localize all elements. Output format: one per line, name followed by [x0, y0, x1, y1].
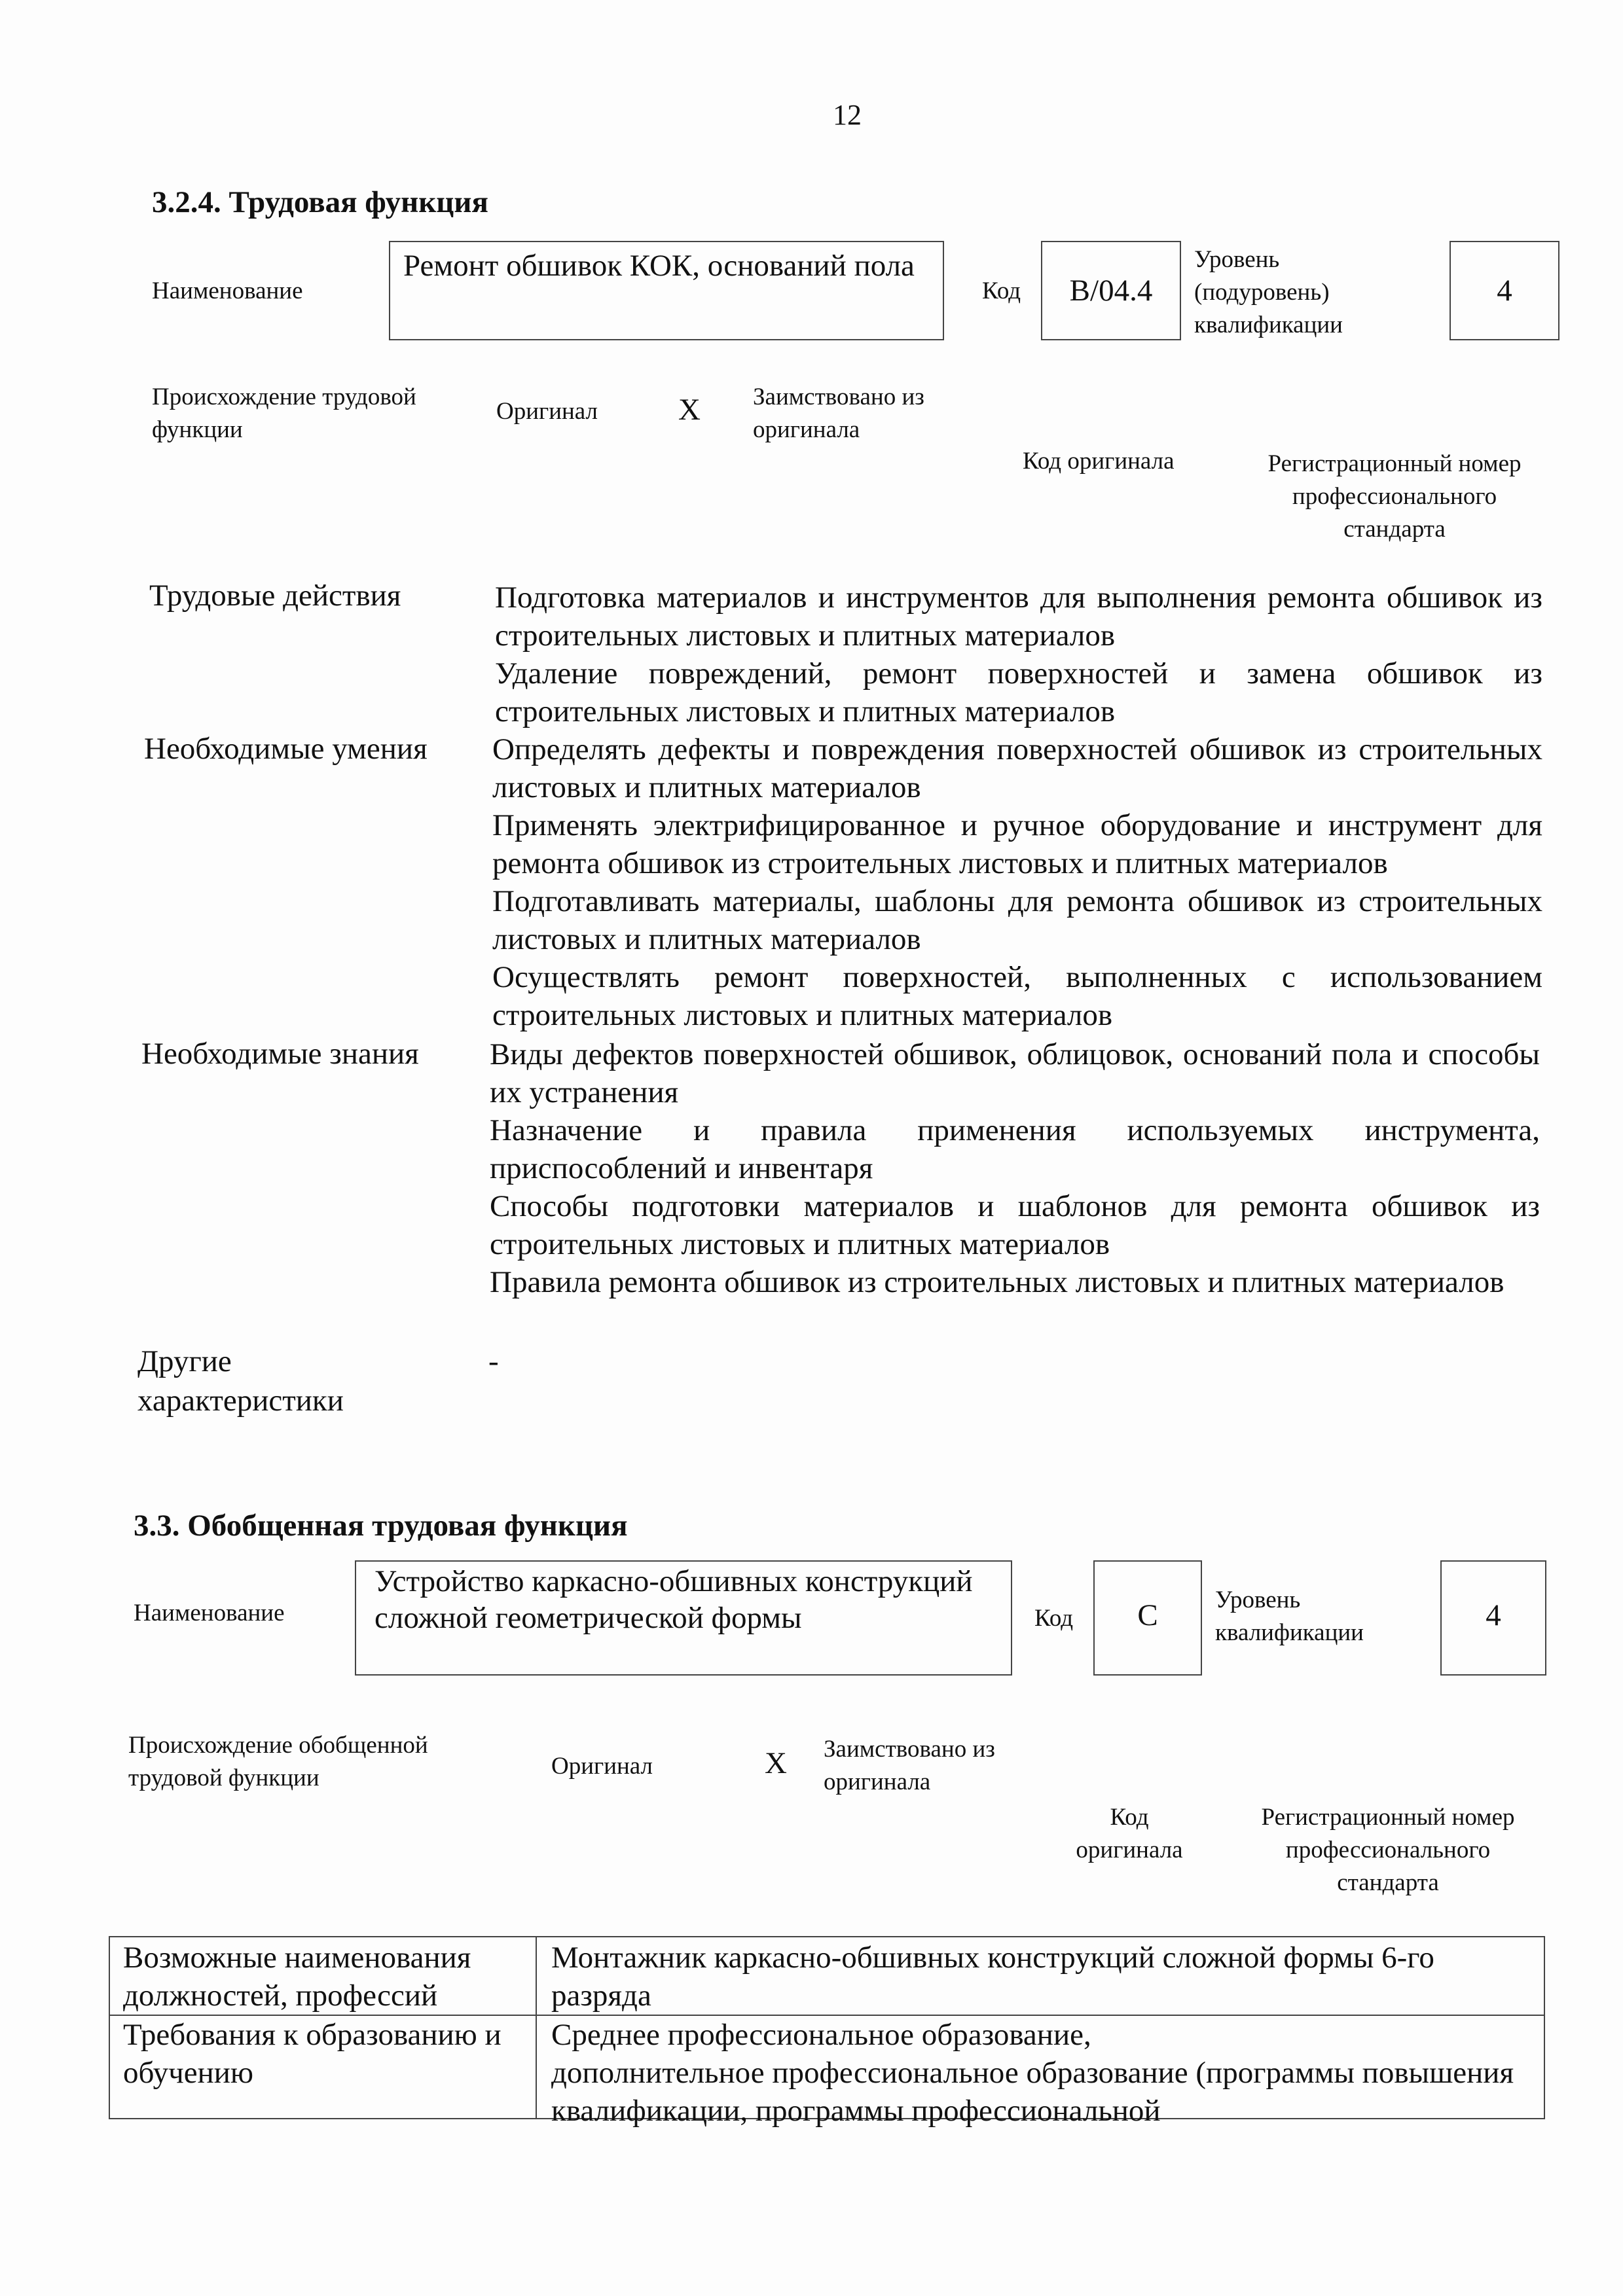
gen-origin-label-line2: трудовой функции: [128, 1765, 319, 1791]
x-mark: X: [678, 393, 701, 427]
other-value: -: [488, 1344, 499, 1378]
knowledge-item: Способы подготовки материалов и шаблонов для ремонта обшивок из строительных листовых и плитных материалов: [490, 1189, 1540, 1261]
origin-label-line2: функции: [152, 416, 243, 443]
name-value: Ремонт обшивок КОК, оснований пола: [403, 249, 915, 283]
page-number: 12: [833, 99, 862, 131]
knowledge-item: Назначение и правила применения используемых инструмента, приспособлений и инвентаря: [490, 1113, 1540, 1185]
action-item: Подготовка материалов и инструментов для выполнения ремонта обшивок из строительных листовых и плитных материалов: [495, 581, 1542, 653]
action-item: Удаление повреждений, ремонт поверхностей и замена обшивок из строительных листовых и плитных материалов: [495, 656, 1542, 728]
reg-label-line3: стандарта: [1343, 516, 1446, 543]
gen-origin-label: [128, 1729, 428, 1795]
name-box: [389, 241, 944, 340]
table-column-divider: [536, 1937, 537, 2118]
section-heading-3-2-4: 3.2.4. Трудовая функция: [152, 185, 488, 219]
table-row-1-left: Возможные наименования должностей, профессий: [123, 1941, 471, 2013]
knowledge-label: Необходимые знания: [141, 1037, 419, 1071]
gen-reg-number-label: [1231, 1801, 1545, 1899]
actions-label: Трудовые действия: [149, 579, 401, 613]
skills-list: [492, 730, 1542, 1034]
original-label: Оригинал: [496, 398, 598, 425]
gen-reg-label-line1: Регистрационный номер: [1261, 1804, 1515, 1831]
level-value: 4: [1497, 274, 1512, 308]
table-row-2-right-line1: Среднее профессиональное образование,: [551, 2018, 1091, 2052]
gen-original-label: Оригинал: [551, 1753, 653, 1780]
level-label-line1: Уровень: [1194, 246, 1280, 273]
skill-item: Применять электрифицированное и ручное оборудование и инструмент для ремонта обшивок из строительных листовых и плитных материалов: [492, 808, 1542, 880]
knowledge-list: [490, 1035, 1540, 1301]
knowledge-item: Виды дефектов поверхностей обшивок, облицовок, оснований пола и способы их устранения: [490, 1037, 1540, 1109]
gen-borrowed-label-line2: оригинала: [824, 1768, 931, 1795]
gen-code-label: Код: [1034, 1605, 1074, 1632]
origin-label: [152, 381, 416, 446]
gen-origin-label-line1: Происхождение обобщенной: [128, 1732, 428, 1759]
borrowed-label-line2: оригинала: [753, 416, 860, 443]
gen-orig-code-line1: Код: [1110, 1804, 1149, 1831]
gen-name-box: [355, 1560, 1012, 1676]
table-row-2-left: Требования к образованию и обучению: [123, 2018, 501, 2090]
gen-original-code-label: [1061, 1801, 1198, 1867]
actions-list: [495, 579, 1542, 730]
table-row-2-right: [551, 2016, 1533, 2130]
gen-level-box: [1440, 1560, 1546, 1676]
other-label: [137, 1342, 344, 1420]
gen-borrowed-label-line1: Заимствовано из: [824, 1736, 995, 1763]
gen-level-value: 4: [1486, 1598, 1501, 1632]
skills-label: Необходимые умения: [144, 732, 428, 766]
table-row-1-right: Монтажник каркасно-обшивных конструкций сложной формы 6-го разряда: [551, 1941, 1434, 2013]
gen-level-label-line2: квалификации: [1215, 1619, 1364, 1646]
level-label: [1194, 243, 1343, 342]
knowledge-item: Правила ремонта обшивок из строительных листовых и плитных материалов: [490, 1265, 1504, 1299]
gen-borrowed-label: [824, 1733, 995, 1799]
gen-orig-code-line2: оригинала: [1076, 1837, 1183, 1863]
skill-item: Подготавливать материалы, шаблоны для ремонта обшивок из строительных листовых и плитных материалов: [492, 884, 1542, 956]
origin-label-line1: Происхождение трудовой: [152, 384, 416, 410]
qualification-table: [109, 1936, 1545, 2128]
gen-level-label: [1215, 1584, 1364, 1649]
reg-number-label: [1237, 448, 1552, 546]
gen-code-box: [1093, 1560, 1202, 1676]
table-row-2-right-line2: дополнительное профессиональное образование (программы повышения квалификации, программы профессиональной: [551, 2056, 1514, 2128]
name-label: Наименование: [152, 278, 303, 304]
reg-label-line2: профессионального: [1292, 483, 1497, 510]
level-box: [1450, 241, 1559, 340]
level-label-line2: (подуровень): [1194, 279, 1330, 306]
original-code-label: Код оригинала: [1023, 448, 1175, 475]
gen-level-label-line1: Уровень: [1215, 1587, 1301, 1613]
borrowed-label-line1: Заимствовано из: [753, 384, 924, 410]
gen-name-label: Наименование: [134, 1600, 285, 1626]
gen-reg-label-line3: стандарта: [1337, 1869, 1439, 1896]
code-box: [1041, 241, 1181, 340]
other-label-line1: Другие: [137, 1344, 232, 1378]
gen-name-value: Устройство каркасно-обшивных конструкций сложной геометрической формы: [374, 1564, 973, 1635]
level-label-line3: квалификации: [1194, 312, 1343, 338]
reg-label-line1: Регистрационный номер: [1267, 450, 1522, 477]
borrowed-label: [753, 381, 924, 446]
section-heading-3-3: 3.3. Обобщенная трудовая функция: [134, 1509, 628, 1543]
gen-x-mark: X: [765, 1746, 787, 1780]
skill-item: Осуществлять ремонт поверхностей, выполненных с использованием строительных листовых и плитных материалов: [492, 960, 1542, 1032]
other-label-line2: характеристики: [137, 1384, 344, 1418]
code-label: Код: [982, 278, 1021, 304]
skill-item: Определять дефекты и повреждения поверхностей обшивок из строительных листовых и плитных материалов: [492, 732, 1542, 804]
code-value: В/04.4: [1069, 274, 1153, 308]
gen-reg-label-line2: профессионального: [1285, 1837, 1491, 1863]
gen-code-value: С: [1137, 1598, 1158, 1632]
